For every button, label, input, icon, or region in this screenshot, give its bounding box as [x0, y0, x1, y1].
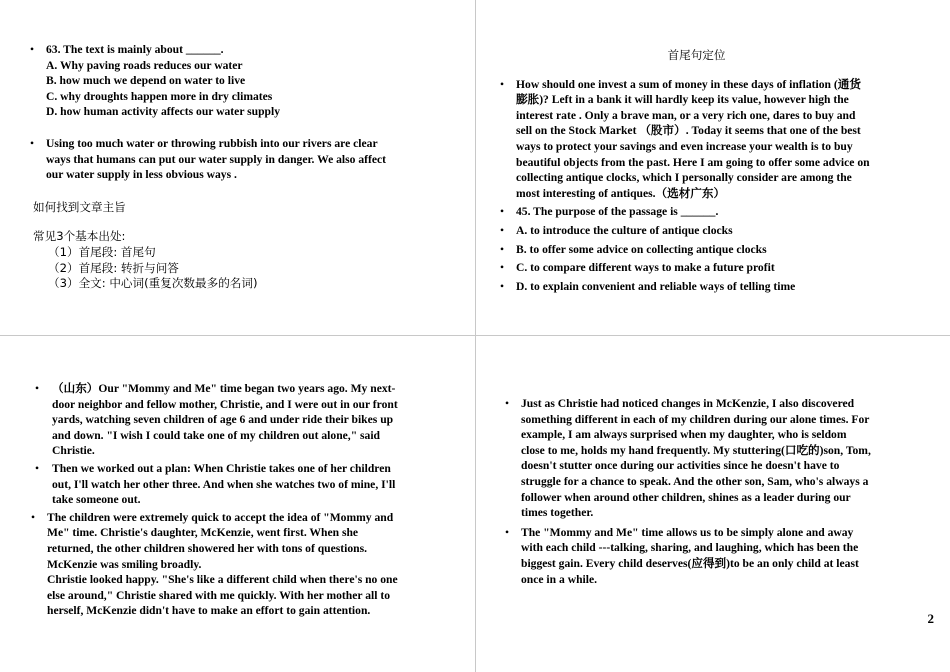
text-line: door neighbor and fellow mother, Christie, and I were out in our front [52, 397, 398, 411]
paragraph-1 [31, 381, 471, 459]
text-line: take someone out. [52, 493, 141, 507]
text-line: Christie. [52, 444, 95, 458]
passage-line: Using too much water or throwing rubbish into our rivers are clear [46, 136, 378, 150]
source-item: （1）首尾段: 首尾句 [48, 244, 156, 259]
bullet-icon: • [31, 510, 36, 524]
text-line: something different in each of my children during our alone times. For [521, 412, 870, 426]
paragraph-1 [505, 396, 925, 521]
slide-4 [505, 396, 925, 587]
text-line: out, I'll watch her other three. And when she watches two of mine, I'll [52, 477, 396, 491]
text-line: Just as Christie had noticed changes in McKenzie, I also discovered [521, 397, 855, 410]
sources-title: 常见3个基本出处: [33, 229, 126, 244]
question-63 [30, 42, 470, 120]
passage-line: How should one invest a sum of money in these days of inflation (通货 [516, 77, 861, 91]
slide-title: 首尾句定位 [667, 48, 726, 62]
paragraph-2 [31, 461, 471, 508]
passage-line: our water supply in less obvious ways . [46, 168, 237, 182]
bullet-icon: • [505, 525, 510, 539]
bullet-icon: • [500, 242, 505, 256]
bullet-icon: • [35, 461, 40, 475]
text-line: yards, watching seven children of age 6 and under ride their bikes up [52, 413, 394, 427]
passage-excerpt [30, 136, 470, 183]
bullet-icon: • [30, 136, 35, 150]
source-item: （3）全文: 中心词(重复次数最多的名词) [48, 276, 258, 291]
text-line: Then we worked out a plan: When Christie takes one of her children [52, 461, 391, 475]
passage-line: sell on the Stock Market （股市）. Today it seems that one of the best [516, 124, 861, 138]
bullet-icon: • [500, 223, 505, 237]
text-line: Me" time. Christie's daughter, McKenzie, went first. When she [47, 526, 359, 540]
text-line: （山东）Our "Mommy and Me" time began two years ago. My next- [52, 382, 396, 395]
option-a: A. Why paving roads reduces our water [46, 58, 243, 72]
source-item: （2）首尾段: 转折与问答 [48, 260, 179, 275]
option-d: D. how human activity affects our water supply [46, 105, 281, 119]
slide-3 [31, 381, 471, 619]
text-line: times together. [521, 506, 594, 520]
bullet-icon: • [30, 43, 35, 56]
text-line: close to me, holds my hand frequently. My stuttering(口吃的)son, Tom, [521, 443, 871, 457]
option-c: C. why droughts happen more in dry climates [46, 89, 273, 103]
option-d [500, 279, 925, 295]
text-line: example, I am always surprised when my daughter, who is seldom [521, 428, 847, 442]
text-line: and down. "I wish I could take one of my children out alone," said [52, 428, 381, 442]
bullet-icon: • [500, 279, 505, 293]
text-line: with each child ---talking, sharing, and laughing, which has been the [521, 541, 859, 555]
passage [500, 77, 925, 202]
passage-line: 膨胀)? Left in a bank it will hardly keep its value, however high the [516, 93, 849, 107]
passage-line: beautiful objects from the past. Here I am going to offer some advice on [516, 155, 870, 169]
option-c [500, 260, 925, 276]
text-line: Christie looked happy. "She's like a different child when there's no one [47, 573, 398, 587]
bullet-icon: • [500, 77, 505, 91]
text-line: struggle for a chance to speak. And the other son, Sam, who's always a [521, 474, 869, 488]
paragraph-2 [505, 525, 925, 587]
bullet-icon: • [500, 205, 505, 219]
text-line: herself, McKenzie didn't have to make an effort to gain attention. [47, 604, 371, 618]
text-line: returned, the other children showered her with tons of questions. [47, 541, 368, 555]
slide-2 [500, 48, 925, 294]
question-45-text: 45. The purpose of the passage is ______. [516, 205, 719, 219]
option-b: B. how much we depend on water to live [46, 74, 246, 88]
option-text: C. to compare different ways to make a future profit [516, 261, 775, 275]
main-idea-heading: 如何找到文章主旨 [33, 199, 126, 214]
text-line: The children were extremely quick to accept the idea of "Mommy and [47, 510, 394, 524]
passage-line: ways to protect your savings and even increase your wealth is to buy [516, 139, 853, 153]
text-line: else around," Christie shared with me quickly. With her mother all to [47, 588, 390, 602]
bullet-icon: • [505, 397, 510, 410]
option-text: D. to explain convenient and reliable ways of telling time [516, 279, 796, 293]
question-63-text: 63. The text is mainly about ______. [46, 43, 224, 56]
passage-line: collecting antique clocks, which I personally consider are among the [516, 171, 852, 185]
bullet-icon: • [35, 382, 40, 395]
vertical-divider [475, 0, 476, 672]
passage-line: interest rate . Only a brave man, or a very rich one, dares to buy and [516, 108, 856, 122]
slide-1 [30, 42, 470, 292]
text-line: biggest gain. Every child deserves(应得到)to be an only child at least [521, 556, 859, 570]
passage-line: most interesting of antiques.（选材广东） [516, 186, 726, 200]
text-line: McKenzie was smiling broadly. [47, 557, 202, 571]
text-line: doesn't stutter once during our activities since he doesn't have to [521, 459, 840, 473]
bullet-icon: • [500, 261, 505, 275]
text-line: once in a while. [521, 572, 598, 586]
paragraph-3 [31, 510, 471, 619]
text-line: The "Mommy and Me" time allows us to be simply alone and away [521, 525, 854, 539]
page-number: 2 [927, 611, 934, 626]
text-line: follower when around other children, shines as a leader during our [521, 490, 851, 504]
option-a [500, 223, 925, 239]
question-45 [500, 204, 925, 220]
option-b [500, 242, 925, 258]
passage-line: ways that humans can put our water supply in danger. We also affect [46, 152, 387, 166]
option-text: A. to introduce the culture of antique clocks [516, 223, 733, 237]
option-text: B. to offer some advice on collecting antique clocks [516, 242, 767, 256]
horizontal-divider [0, 335, 950, 336]
